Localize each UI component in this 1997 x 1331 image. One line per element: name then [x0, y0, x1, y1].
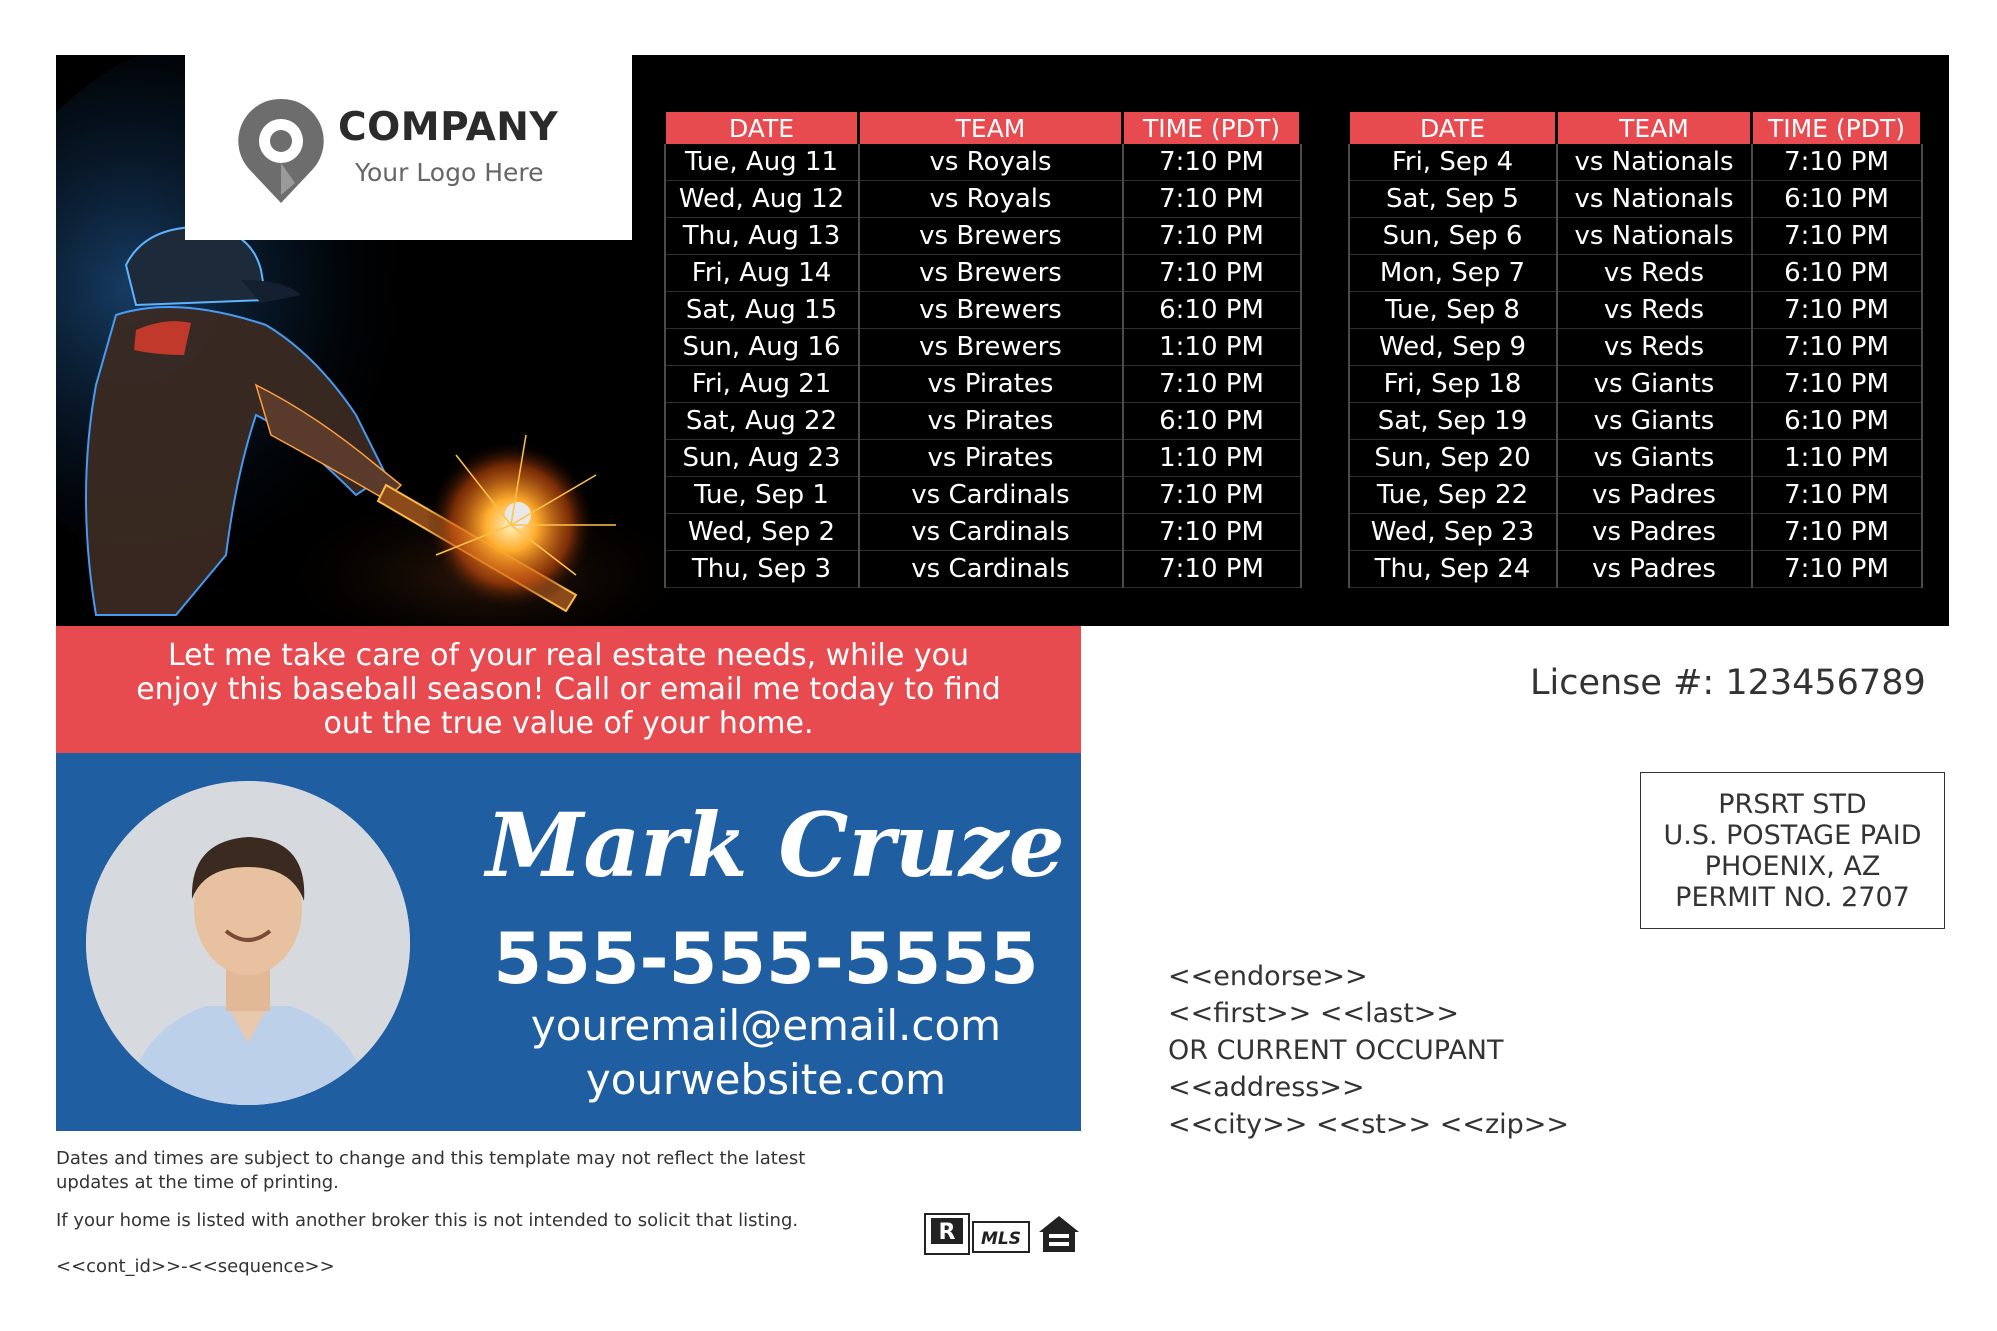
- schedule-row: [1349, 477, 1922, 514]
- logo-tagline: Your Logo Here: [355, 158, 544, 187]
- schedule-row: [1349, 292, 1922, 329]
- disclaimer-listing: If your home is listed with another broker this is not intended to solicit that listing.: [56, 1210, 799, 1231]
- address-line: <<first>> <<last>>: [1168, 998, 1460, 1029]
- header-time: TIME (PDT): [1123, 112, 1301, 144]
- game-time: 7:10 PM: [1123, 218, 1301, 255]
- game-date: Sat, Aug 22: [665, 403, 859, 440]
- game-time: 7:10 PM: [1752, 514, 1922, 551]
- location-pin-icon: [235, 95, 327, 205]
- game-opponent: vs Padres: [1557, 477, 1752, 514]
- header-team: TEAM: [859, 112, 1123, 144]
- game-date: Thu, Aug 13: [665, 218, 859, 255]
- agent-email[interactable]: youremail@email.com: [530, 1001, 1002, 1050]
- schedule-row: [665, 477, 1301, 514]
- header-time: TIME (PDT): [1752, 112, 1922, 144]
- game-date: Sun, Sep 6: [1349, 218, 1557, 255]
- schedule-row: [1349, 514, 1922, 551]
- mailing-address-block: [1168, 958, 1569, 1143]
- game-opponent: vs Giants: [1557, 366, 1752, 403]
- schedule-table-left: [663, 112, 1302, 588]
- game-time: 7:10 PM: [1123, 144, 1301, 181]
- game-opponent: vs Reds: [1557, 255, 1752, 292]
- game-time: 7:10 PM: [1123, 551, 1301, 588]
- game-date: Sat, Aug 15: [665, 292, 859, 329]
- postage-permit-box: [1640, 772, 1945, 929]
- game-date: Sun, Aug 16: [665, 329, 859, 366]
- schedule-row: [665, 440, 1301, 477]
- schedule-row: [665, 218, 1301, 255]
- promo-text: Let me take care of your real estate needs, while you enjoy this baseball season! Call or email me today to find out the true value of your home.: [136, 637, 1001, 741]
- game-date: Tue, Sep 22: [1349, 477, 1557, 514]
- schedule-row: [665, 292, 1301, 329]
- realtor-letter: R: [938, 1220, 956, 1245]
- game-date: Tue, Sep 8: [1349, 292, 1557, 329]
- game-date: Sat, Sep 19: [1349, 403, 1557, 440]
- address-line: OR CURRENT OCCUPANT: [1168, 1035, 1504, 1066]
- game-date: Fri, Sep 18: [1349, 366, 1557, 403]
- address-line: <<city>> <<st>> <<zip>>: [1168, 1109, 1570, 1140]
- permit-line: PERMIT NO. 2707: [1675, 882, 1910, 913]
- game-opponent: vs Brewers: [859, 255, 1123, 292]
- game-date: Fri, Sep 4: [1349, 144, 1557, 181]
- game-date: Wed, Sep 2: [665, 514, 859, 551]
- address-line: <<address>>: [1168, 1072, 1365, 1103]
- game-opponent: vs Cardinals: [859, 477, 1123, 514]
- schedule-row: [665, 181, 1301, 218]
- schedule-row: [665, 144, 1301, 181]
- game-opponent: vs Giants: [1557, 440, 1752, 477]
- company-logo-box: [185, 55, 632, 240]
- game-opponent: vs Royals: [859, 144, 1123, 181]
- game-opponent: vs Reds: [1557, 292, 1752, 329]
- address-line: <<endorse>>: [1168, 961, 1368, 992]
- header-date: DATE: [665, 112, 859, 144]
- game-time: 6:10 PM: [1123, 292, 1301, 329]
- game-time: 7:10 PM: [1123, 255, 1301, 292]
- game-time: 1:10 PM: [1123, 329, 1301, 366]
- game-opponent: vs Pirates: [859, 403, 1123, 440]
- game-time: 6:10 PM: [1752, 181, 1922, 218]
- schedule-row: [665, 551, 1301, 588]
- game-opponent: vs Padres: [1557, 551, 1752, 588]
- game-opponent: vs Padres: [1557, 514, 1752, 551]
- schedule-row: [1349, 255, 1922, 292]
- permit-line: PRSRT STD: [1718, 789, 1867, 820]
- schedule-row: [665, 514, 1301, 551]
- game-date: Fri, Aug 14: [665, 255, 859, 292]
- agent-photo: [86, 781, 410, 1105]
- schedule-header-row: [665, 112, 1301, 144]
- schedule-row: [1349, 218, 1922, 255]
- game-opponent: vs Cardinals: [859, 551, 1123, 588]
- game-opponent: vs Reds: [1557, 329, 1752, 366]
- game-time: 6:10 PM: [1752, 403, 1922, 440]
- schedule-row: [1349, 181, 1922, 218]
- mls-icon: [973, 1222, 1029, 1252]
- schedule-row: [665, 329, 1301, 366]
- game-opponent: vs Royals: [859, 181, 1123, 218]
- schedule-row: [1349, 440, 1922, 477]
- schedule-table-right: [1347, 112, 1923, 588]
- game-opponent: vs Nationals: [1557, 181, 1752, 218]
- permit-line: U.S. POSTAGE PAID: [1663, 820, 1922, 851]
- game-time: 7:10 PM: [1123, 366, 1301, 403]
- permit-line: PHOENIX, AZ: [1704, 851, 1881, 882]
- game-time: 1:10 PM: [1752, 440, 1922, 477]
- game-date: Fri, Aug 21: [665, 366, 859, 403]
- game-date: Sun, Sep 20: [1349, 440, 1557, 477]
- schedule-row: [1349, 551, 1922, 588]
- agent-card: [56, 753, 1081, 1131]
- game-date: Sun, Aug 23: [665, 440, 859, 477]
- schedule-header-row: [1349, 112, 1922, 144]
- game-opponent: vs Brewers: [859, 218, 1123, 255]
- game-time: 7:10 PM: [1752, 477, 1922, 514]
- schedule-row: [1349, 144, 1922, 181]
- disclaimer-schedule: Dates and times are subject to change and this template may not reflect the latest updates at the time of printing.: [56, 1148, 806, 1193]
- company-name: COMPANY: [338, 105, 559, 150]
- game-opponent: vs Pirates: [859, 440, 1123, 477]
- game-time: 7:10 PM: [1752, 144, 1922, 181]
- game-opponent: vs Nationals: [1557, 144, 1752, 181]
- header-team: TEAM: [1557, 112, 1752, 144]
- header-date: DATE: [1349, 112, 1557, 144]
- schedule-row: [665, 403, 1301, 440]
- game-time: 7:10 PM: [1752, 329, 1922, 366]
- schedule-row: [1349, 366, 1922, 403]
- game-date: Tue, Sep 1: [665, 477, 859, 514]
- game-opponent: vs Cardinals: [859, 514, 1123, 551]
- mls-text: MLS: [981, 1229, 1021, 1249]
- game-date: Wed, Sep 9: [1349, 329, 1557, 366]
- game-date: Mon, Sep 7: [1349, 255, 1557, 292]
- game-date: Wed, Sep 23: [1349, 514, 1557, 551]
- game-date: Thu, Sep 3: [665, 551, 859, 588]
- realtor-icon: [925, 1214, 969, 1254]
- agent-website[interactable]: yourwebsite.com: [585, 1055, 947, 1104]
- game-opponent: vs Pirates: [859, 366, 1123, 403]
- schedule-row: [1349, 329, 1922, 366]
- game-time: 7:10 PM: [1752, 551, 1922, 588]
- game-time: 7:10 PM: [1752, 366, 1922, 403]
- game-time: 1:10 PM: [1123, 440, 1301, 477]
- game-time: 7:10 PM: [1123, 477, 1301, 514]
- game-time: 6:10 PM: [1752, 255, 1922, 292]
- contact-id-sequence: <<cont_id>>-<<sequence>>: [56, 1256, 335, 1277]
- game-time: 7:10 PM: [1752, 218, 1922, 255]
- game-opponent: vs Brewers: [859, 292, 1123, 329]
- game-time: 7:10 PM: [1752, 292, 1922, 329]
- game-date: Tue, Aug 11: [665, 144, 859, 181]
- schedule-row: [665, 366, 1301, 403]
- license-number: License #: 123456789: [1530, 663, 1926, 703]
- promo-banner: [56, 626, 1081, 753]
- game-opponent: vs Brewers: [859, 329, 1123, 366]
- schedule-row: [1349, 403, 1922, 440]
- schedule-row: [665, 255, 1301, 292]
- game-date: Sat, Sep 5: [1349, 181, 1557, 218]
- agent-phone[interactable]: 555-555-5555: [493, 918, 1039, 1000]
- equal-housing-icon: [1039, 1216, 1079, 1252]
- game-time: 7:10 PM: [1123, 181, 1301, 218]
- game-opponent: vs Nationals: [1557, 218, 1752, 255]
- game-time: 7:10 PM: [1123, 514, 1301, 551]
- game-opponent: vs Giants: [1557, 403, 1752, 440]
- game-date: Thu, Sep 24: [1349, 551, 1557, 588]
- game-time: 6:10 PM: [1123, 403, 1301, 440]
- game-date: Wed, Aug 12: [665, 181, 859, 218]
- compliance-badges: [923, 1208, 1083, 1260]
- agent-name: Mark Cruze: [486, 793, 1065, 897]
- agent-portrait-image: [86, 781, 410, 1105]
